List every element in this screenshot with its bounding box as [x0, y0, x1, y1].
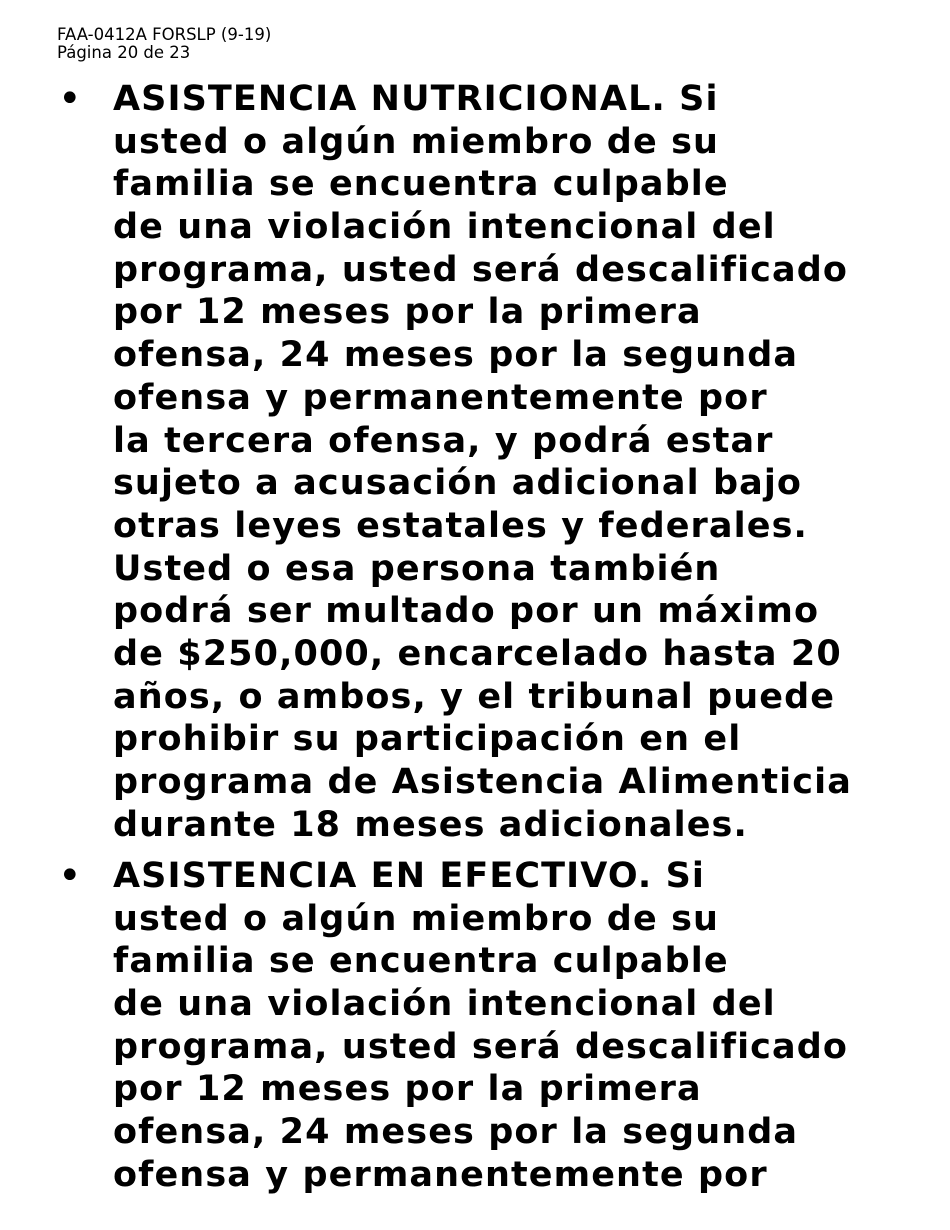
- text-line: programa, usted será descalificado: [113, 249, 849, 290]
- text-line: por 12 meses por la primera: [113, 1069, 702, 1110]
- text-line: programa, usted será descalificado: [113, 1026, 849, 1067]
- text-line: por 12 meses por la primera: [113, 292, 702, 333]
- text-line: Usted o esa persona también: [113, 548, 721, 589]
- page-number: Página 20 de 23: [57, 43, 191, 62]
- form-id: FAA-0412A FORSLP (9-19): [57, 25, 272, 44]
- text-line: de una violación intencional del: [113, 984, 776, 1025]
- text-line: prohibir su participación en el: [113, 719, 742, 760]
- text-line: programa de Asistencia Alimenticia: [113, 762, 852, 802]
- text-line: ofensa, 24 meses por la segunda: [113, 1112, 799, 1153]
- text-line: durante 18 meses adicionales.: [113, 804, 748, 845]
- bullet-icon: •: [58, 853, 82, 899]
- text-line: de una violación intencional del: [113, 207, 776, 248]
- bullet-icon: •: [58, 76, 82, 122]
- text-line: usted o algún miembro de su: [113, 121, 720, 162]
- text-line: podrá ser multado por un máximo: [113, 591, 820, 632]
- text-line: familia se encuentra culpable: [113, 941, 729, 982]
- text-line: de $250,000, encarcelado hasta 20: [113, 633, 842, 674]
- text-line: familia se encuentra culpable: [113, 164, 729, 205]
- text-line: usted o algún miembro de su: [113, 898, 720, 939]
- bullet-text: [113, 78, 852, 846]
- page-header: [57, 26, 271, 62]
- text-line: ofensa, 24 meses por la segunda: [113, 335, 799, 376]
- bullet-text: [113, 855, 848, 1197]
- text-line: ofensa y permanentemente por: [113, 1154, 768, 1195]
- text-line: ASISTENCIA NUTRICIONAL. Si: [113, 79, 719, 119]
- text-line: otras leyes estatales y federales.: [113, 505, 808, 546]
- text-line: sujeto a acusación adicional bajo: [113, 463, 803, 504]
- text-line: ASISTENCIA EN EFECTIVO. Si: [113, 856, 706, 896]
- text-line: años, o ambos, y el tribunal puede: [113, 676, 836, 717]
- text-line: la tercera ofensa, y podrá estar: [113, 420, 774, 461]
- text-line: ofensa y permanentemente por: [113, 377, 768, 418]
